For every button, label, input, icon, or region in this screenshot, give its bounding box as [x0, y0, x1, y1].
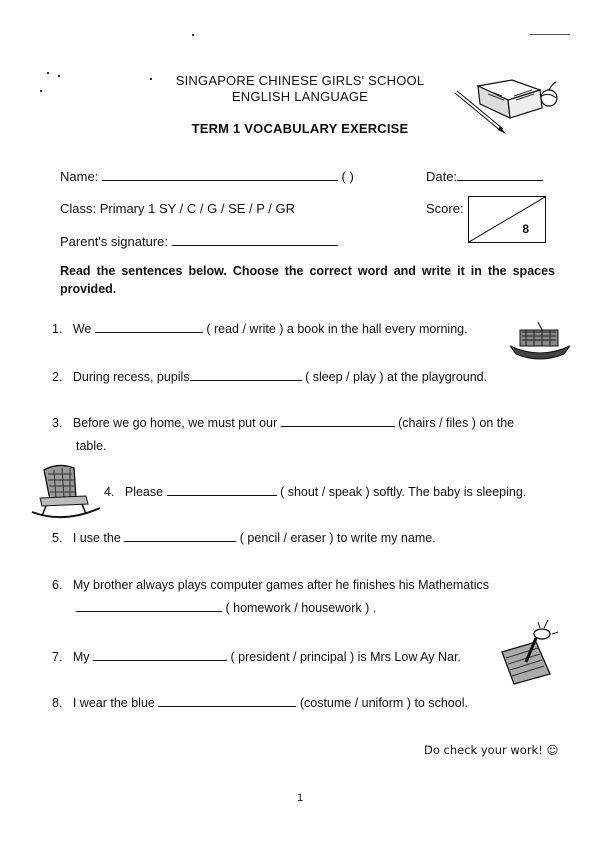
school-name: SINGAPORE CHINESE GIRLS' SCHOOL: [175, 73, 425, 88]
date-input[interactable]: [457, 168, 543, 181]
score-total: 8: [522, 222, 529, 236]
question-text: I use the: [72, 531, 121, 545]
question-number: 2.: [52, 370, 63, 384]
name-input[interactable]: [102, 168, 338, 181]
parent-signature-label: Parent's signature:: [60, 234, 168, 249]
answer-blank[interactable]: [190, 368, 302, 381]
score-diagonal: [469, 197, 545, 242]
scan-speck: [192, 34, 194, 36]
answer-blank[interactable]: [124, 529, 236, 542]
question-text: I wear the blue: [72, 696, 155, 710]
answer-blank[interactable]: [158, 694, 296, 707]
question-number: 7.: [52, 650, 63, 664]
answer-blank[interactable]: [95, 320, 203, 333]
books-pencil-icon: [452, 70, 570, 138]
parent-signature-row: [60, 233, 338, 249]
question-options: ( president / principal ) is Mrs Low Ay Nar.: [230, 650, 461, 664]
question-options: ( pencil / eraser ) to write my name.: [239, 531, 436, 545]
question-text: We: [72, 322, 92, 336]
question-number: 8.: [52, 696, 63, 710]
question-options: (costume / uniform ) to school.: [299, 696, 468, 710]
question-number: 3.: [52, 416, 63, 430]
answer-blank[interactable]: [167, 483, 277, 496]
page-number: 1: [296, 792, 304, 804]
answer-blank[interactable]: [76, 599, 222, 612]
question-number: 1.: [52, 322, 63, 336]
question-options: ( shout / speak ) softly. The baby is sleeping.: [280, 485, 527, 499]
date-label: Date:: [426, 169, 458, 184]
exercise-title: TERM 1 VOCABULARY EXERCISE: [191, 121, 409, 136]
answer-blank[interactable]: [93, 648, 227, 661]
question-options: ( homework / housework ) .: [225, 601, 377, 615]
question-text: My: [72, 650, 90, 664]
index-number-paren: ( ): [341, 169, 354, 184]
question-5: [52, 529, 436, 547]
name-field-row: [60, 168, 354, 184]
question-1: [52, 320, 468, 338]
subject-name: ENGLISH LANGUAGE: [231, 89, 369, 104]
score-box[interactable]: [468, 196, 546, 243]
instructions: Read the sentences below. Choose the correct word and write it in the spaces provided.: [60, 264, 555, 296]
question-8: [52, 694, 468, 712]
question-4: [104, 483, 526, 501]
question-2: [52, 368, 487, 386]
name-label: Name:: [60, 169, 99, 184]
question-options: ( read / write ) a book in the hall every morning.: [206, 322, 468, 336]
answer-blank[interactable]: [281, 414, 395, 427]
question-3: [52, 414, 514, 432]
question-3-continued: table.: [76, 439, 107, 453]
check-work-reminder: Do check your work! ☺: [424, 743, 559, 757]
question-options: ( sleep / play ) at the playground.: [305, 370, 488, 384]
date-field-row: [426, 168, 543, 184]
question-text: Please: [124, 485, 164, 499]
score-label: Score:: [426, 201, 464, 216]
scan-line: [530, 34, 570, 35]
question-number: 4.: [104, 485, 115, 499]
question-number: 5.: [52, 531, 63, 545]
bug-on-paper-icon: [496, 616, 562, 686]
class-line: Class: Primary 1 SY / C / G / SE / P / GR: [60, 201, 296, 216]
rocking-chair-icon: [30, 462, 102, 524]
question-6-continued: [76, 599, 376, 617]
question-6: [52, 576, 489, 594]
parent-signature-input[interactable]: [172, 233, 338, 246]
rowboat-icon: [508, 320, 572, 362]
question-text: During recess, pupils: [72, 370, 190, 384]
question-text: Before we go home, we must put our: [72, 416, 278, 430]
question-options: (chairs / files ) on the: [398, 416, 515, 430]
question-text: My brother always plays computer games after he finishes his Mathematics: [72, 578, 490, 592]
question-7: [52, 648, 461, 666]
question-number: 6.: [52, 578, 63, 592]
